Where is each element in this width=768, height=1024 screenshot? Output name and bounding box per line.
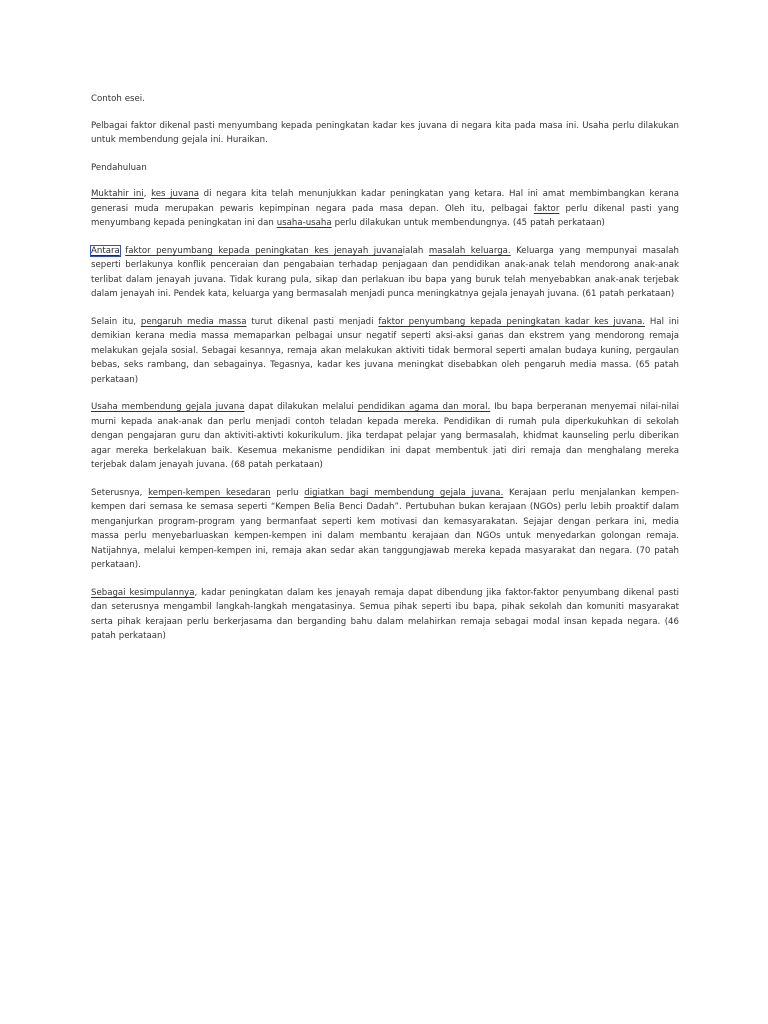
text-run: , kadar peningkatan dalam kes jenayah remaja dapat dibendung jika faktor-faktor penyumbang dikenal pasti dan seterusnya mengambil langkah-langkah mengatasinya. Semua pihak seperti ibu bapa, pihak sekolah dan komuniti masyarakat serta pihak kerajaan perlu berkerjasama dan berganding bahu dalam melahirkan remaja sebagai modal insan kepada negara. (46 patah perkataan) <box>91 587 679 641</box>
keyword-kes-juvana: kes juvana <box>151 189 200 199</box>
text-run: Keluarga yang mempunyai masalah seperti berlakunya konflik penceraian dan pengabaian terhadap penjagaan dan pendidikan anak-anak telah mendorong anak-anak terlibat dalam jenayah juvana. Tidak kurang pula, sikap dan perlakuan ibu bapa yang buruk telah menyebabkan anak-anak terjebak dalam jenayah ini. Pendek kata, keluarga yang bermasalah menjadi punca meningkatnya gejala jenayah juvana. (61 patah perkataan) <box>91 245 679 299</box>
keyword-masalah-keluarga: masalah keluarga. <box>428 245 511 256</box>
text-run: perlu dikenal pasti yang menyumbang kepada peningkatan ini dan <box>91 203 679 228</box>
text-run: dapat dilakukan melalui <box>244 402 358 412</box>
keyword-faktor: faktor <box>533 203 560 214</box>
text-run: Hal ini demikian kerana media massa memaparkan pelbagai unsur negatif seperti aksi-aksi ganas dan ekstrem yang mendorong remaja melakukan gejala sosial. Sebagai kesannya, remaja akan melakukan aktiviti tidak bermoral seperti amalan budaya kuning, pergaulan bebas, seks rambang, dan sebagainya. Tegasnya, kadar kes juvana meningkat disebabkan oleh pengaruh media massa. (65 patah perkataan) <box>91 316 680 385</box>
intro-heading: Pendahuluan <box>91 162 147 173</box>
keyword-faktor-penyumbang: faktor penyumbang kepada peningkatan kes jenayah juvana <box>125 245 403 256</box>
keyword-faktor-peningkatan: faktor penyumbang kepada peningkatan kadar kes juvana. <box>378 316 645 327</box>
text-run: perlu dilakukan untuk membendungnya. (45 patah perkataan) <box>331 218 605 228</box>
body-paragraph-media <box>91 315 679 388</box>
highlighted-word-antara[interactable]: Antara <box>91 245 120 256</box>
essay-label: Contoh esei. <box>91 94 145 104</box>
text-run: , <box>143 189 152 199</box>
keyword-pendidikan: pendidikan agama dan moral. <box>357 402 491 412</box>
keyword-muktahir: Muktahir ini <box>91 189 144 199</box>
conclusion-paragraph <box>91 586 679 644</box>
text-run: Kerajaan perlu menjalankan kempen-kempen dari semasa ke semasa seperti “Kempen Belia Benci Dadah”. Pertubuhan bukan kerajaan (NGOs) perlu lebih proaktif dalam menganjurkan program-program yang bermanfaat seperti kem motivasi dan kemasyarakatan. Sejajar dengan perkara ini, media massa perlu menyebarluaskan kempen-kempen ini dalam membantu kerajaan dan NGOs untuk menyedarkan golongan remaja. Natijahnya, melalui kempen-kempen ini, remaja akan sedar akan tanggungjawab mereka kepada masyarakat dan negara. (70 patah perkataan). <box>91 487 680 570</box>
text-run: turut dikenal pasti menjadi <box>246 316 379 327</box>
text-run: ialah <box>402 245 429 256</box>
body-paragraph-family <box>91 244 679 302</box>
keyword-kempen: kempen-kempen kesedaran <box>148 487 271 498</box>
text-run: perlu <box>270 487 305 498</box>
keyword-usaha: usaha-usaha <box>276 218 332 228</box>
text-run: Selain itu, <box>91 316 141 327</box>
keyword-digiatkan: digiatkan bagi membendung gejala juvana. <box>304 487 504 498</box>
keyword-kesimpulan: Sebagai kesimpulannya <box>91 587 195 598</box>
essay-document <box>91 92 679 657</box>
intro-paragraph <box>91 187 679 231</box>
keyword-pengaruh-media: pengaruh media massa <box>140 316 247 327</box>
text-run: di negara kita telah menunjukkan kadar peningkatan yang ketara. Hal ini amat membimbangkan kerana generasi muda merupakan pewaris kepimpinan negara pada masa depan. Oleh itu, pelbagai <box>91 189 679 214</box>
body-paragraph-campaign <box>91 486 679 573</box>
essay-question: Pelbagai faktor dikenal pasti menyumbang kepada peningkatan kadar kes juvana di negara kita pada masa ini. Usaha perlu dilakukan untuk membendung gejala ini. Huraikan. <box>91 120 679 145</box>
keyword-usaha-membendung: Usaha membendung gejala juvana <box>91 402 245 412</box>
text-run: Seterusnya, <box>91 487 149 498</box>
text-run: Ibu bapa berperanan menyemai nilai-nilai murni kepada anak-anak dan perlu menjadi contoh teladan kepada mereka. Pendidikan di rumah pula diperkukuhkan di sekolah dengan pengajaran guru dan aktiviti-aktivti kokurikulum. Jika terdapat pelajar yang bermasalah, khidmat kaunseling perlu diberikan agar mereka berkelakuan baik. Kesemua mekanisme pendidikan ini dapat membentuk jati diri remaja dan menghalang mereka terjebak dalam jenayah juvana. (68 patah perkataan) <box>91 402 679 470</box>
body-paragraph-education <box>91 400 679 473</box>
